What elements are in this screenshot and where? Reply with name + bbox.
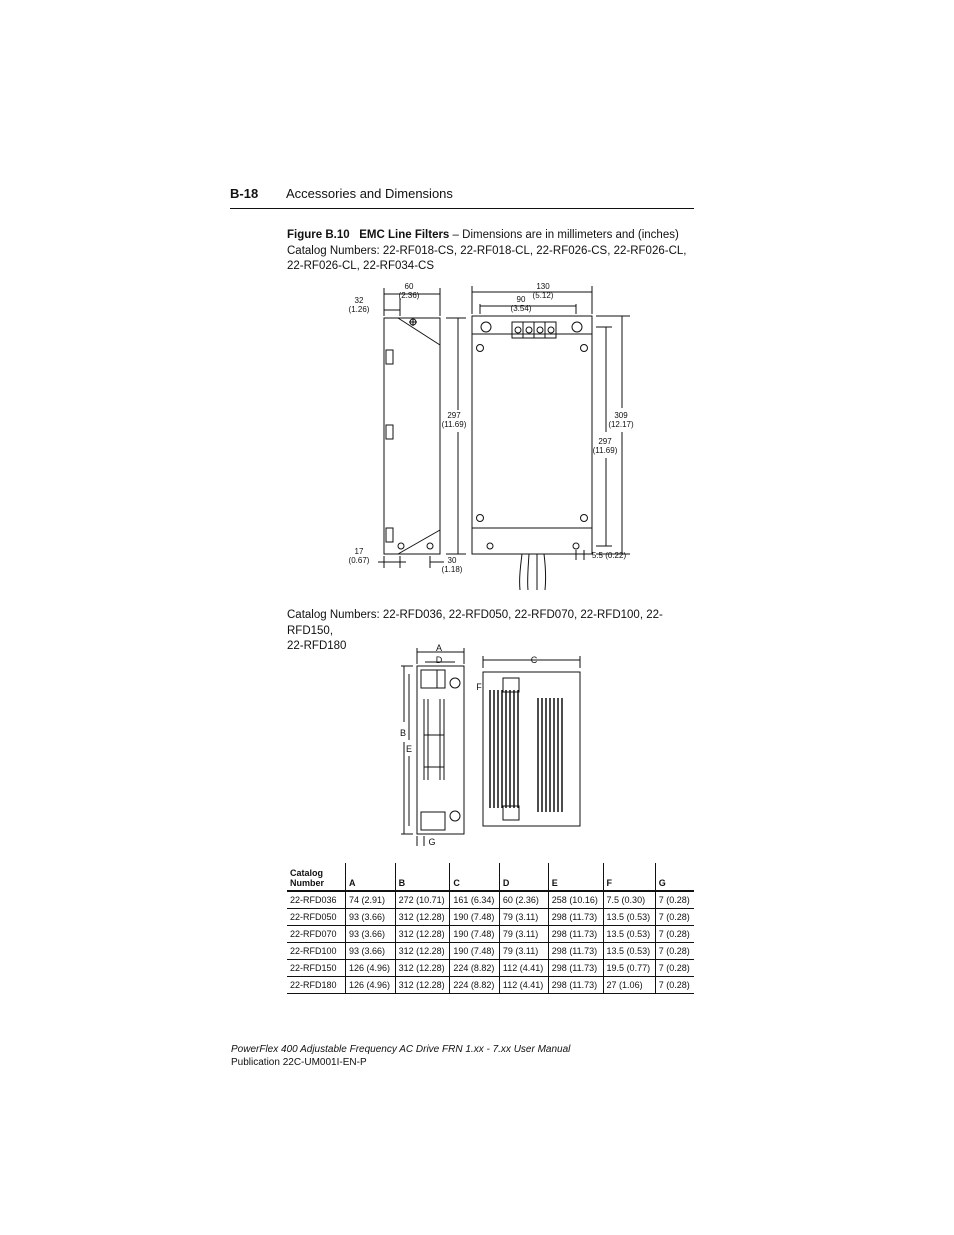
catalog-line-1: Catalog Numbers: 22-RF018-CS, 22-RF018-CL, 22-RF026-CS, 22-RF026-CL, [287, 244, 687, 257]
dim-297a: 297 [447, 411, 461, 420]
dim-g: G [428, 837, 436, 847]
page-number: B-18 [230, 186, 259, 201]
table-row: 22-RFD100 93 (3.66) 312 (12.28) 190 (7.48) 79 (3.11) 298 (11.73) 13.5 (0.53) 7 (0.28) [287, 943, 694, 960]
dim-60: 60 [404, 282, 414, 291]
dim-90-in: (3.54) [510, 304, 532, 313]
dim-30: 30 [447, 556, 457, 565]
table-row: 22-RFD036 74 (2.91) 272 (10.71) 161 (6.34) 60 (2.36) 258 (10.16) 7.5 (0.30) 7 (0.28) [287, 891, 694, 909]
dim-c: C [530, 655, 538, 665]
dim-297b: 297 [598, 437, 612, 446]
dim-309-in: (12.17) [608, 420, 634, 429]
dim-297b-in: (11.69) [592, 446, 618, 455]
dim-17: 17 [354, 547, 364, 556]
table-header-row [287, 863, 694, 891]
col-e: E [548, 863, 603, 891]
table-row: 22-RFD050 93 (3.66) 312 (12.28) 190 (7.48) 79 (3.11) 298 (11.73) 13.5 (0.53) 7 (0.28) [287, 909, 694, 926]
col-b: B [395, 863, 450, 891]
emc-filter-drawing-1 [340, 280, 640, 590]
page-header [230, 184, 694, 209]
dim-b: B [399, 728, 407, 738]
catalog-line-2: 22-RF026-CL, 22-RF034-CS [287, 260, 435, 272]
manual-title: PowerFlex 400 Adjustable Frequency AC Drive FRN 1.xx - 7.xx User Manual [231, 1044, 571, 1055]
catalog2-line-1: Catalog Numbers: 22-RFD036, 22-RFD050, 22-RFD070, 22-RFD100, 22-RFD150, [287, 609, 663, 637]
dim-90: 90 [516, 295, 526, 304]
dim-130-in: (5.12) [532, 291, 554, 300]
figure-caption [287, 228, 697, 275]
col-f: F [603, 863, 655, 891]
section-title: Accessories and Dimensions [286, 186, 453, 201]
dim-32-in: (1.26) [348, 305, 370, 314]
page-footer [231, 1044, 570, 1069]
dim-f: F [476, 682, 482, 692]
col-a: A [346, 863, 396, 891]
catalog2-line-2: 22-RFD180 [287, 640, 347, 652]
table-row: 22-RFD150 126 (4.96) 312 (12.28) 224 (8.82) 112 (4.41) 298 (11.73) 19.5 (0.77) 7 (0.28) [287, 960, 694, 977]
table-row: 22-RFD180 126 (4.96) 312 (12.28) 224 (8.82) 112 (4.41) 298 (11.73) 27 (1.06) 7 (0.28) [287, 977, 694, 994]
dim-a: A [435, 643, 443, 653]
col-g: G [655, 863, 694, 891]
figure-title: EMC Line Filters [359, 229, 450, 241]
dim-30-in: (1.18) [441, 565, 463, 574]
table-row: 22-RFD070 93 (3.66) 312 (12.28) 190 (7.48) 79 (3.11) 298 (11.73) 13.5 (0.53) 7 (0.28) [287, 926, 694, 943]
dim-17-in: (0.67) [348, 556, 370, 565]
figure-subtitle: – Dimensions are in millimeters and (inches) [452, 229, 679, 241]
figure-label: Figure B.10 [287, 229, 350, 241]
dim-d: D [435, 655, 443, 665]
dim-5-5: 5.5 (0.22) [591, 551, 627, 560]
col-catalog-number: Catalog Number [290, 868, 325, 888]
dim-e: E [405, 744, 413, 754]
col-d: D [499, 863, 548, 891]
dim-60-in: (2.36) [398, 291, 420, 300]
dimensions-table [287, 863, 694, 994]
publication-number: Publication 22C-UM001I-EN-P [231, 1056, 367, 1068]
dim-130: 130 [536, 282, 550, 291]
col-c: C [450, 863, 500, 891]
dim-297a-in: (11.69) [441, 420, 467, 429]
dim-32: 32 [354, 296, 364, 305]
dim-309: 309 [614, 411, 628, 420]
emc-filter-drawing-2 [395, 640, 585, 850]
